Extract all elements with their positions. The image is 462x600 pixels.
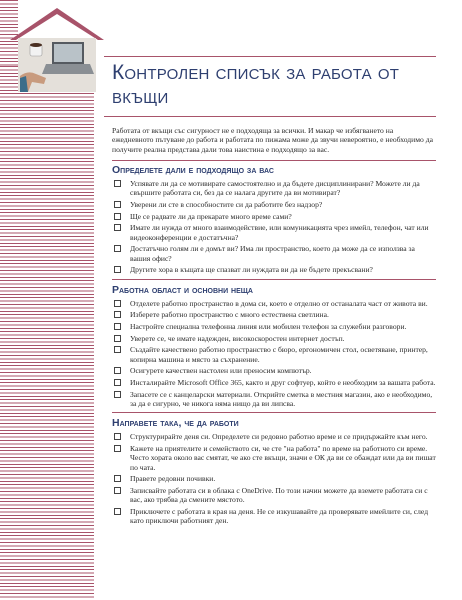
checklist-item: Правете редовни почивки.: [112, 474, 436, 483]
section-heading: Направете така, че да работи: [112, 417, 239, 430]
checkbox-icon[interactable]: [114, 379, 121, 386]
checklist-item: Кажете на приятелите и семейството си, че сте "на работа" по време на работното си време. Често хората около вас смятат, че ако сте вкъщи, значи е ОК да ви се обаждат или да ви пишат по чата.: [112, 444, 436, 472]
checklist-content: [112, 126, 436, 528]
checkbox-icon[interactable]: [114, 475, 121, 482]
section-rule: [112, 412, 436, 413]
checkbox-icon[interactable]: [114, 180, 121, 187]
checkbox-icon[interactable]: [114, 487, 121, 494]
checkbox-icon[interactable]: [114, 367, 121, 374]
checklist-item: Записвайте работата си в облака с OneDrive. По този начин можете да вземете работата си с вас, ако трябва да смените мястото.: [112, 486, 436, 505]
page-title: Контролен списък за работа от вкъщи: [112, 61, 400, 108]
checklist-item: Структурирайте деня си. Определете си редовно работно време и се придържайте към него.: [112, 432, 436, 441]
checklist-item: Другите хора в къщата ще спазват ли нуждата ви да не бъдете прекъсвани?: [112, 265, 436, 274]
checkbox-icon[interactable]: [114, 335, 121, 342]
checkbox-icon[interactable]: [114, 445, 121, 452]
checkbox-icon[interactable]: [114, 300, 121, 307]
section-heading: Определете дали е подходящо за вас: [112, 163, 274, 176]
checklist-item: Осигурете качествен настолен или преносим компютър.: [112, 366, 436, 375]
checkbox-icon[interactable]: [114, 391, 121, 398]
checklist: [112, 179, 436, 275]
checkbox-icon[interactable]: [114, 245, 121, 252]
house-photo-icon: [6, 4, 108, 94]
checklist-item: Имате ли нужда от много взаимодействие, или комуникацията чрез имейл, телефон, чат или видеоконференции е достатъчна?: [112, 223, 436, 242]
checklist-item: Настройте специална телефонна линия или мобилен телефон за служебни разговори.: [112, 322, 436, 331]
checkbox-icon[interactable]: [114, 433, 121, 440]
checklist-item: Успявате ли да се мотивирате самостоятелно и да бъдете дисциплинирани? Можете ли да свършите работата си, без да се налага другите да ви мотивират?: [112, 179, 436, 198]
checkbox-icon[interactable]: [114, 213, 121, 220]
section-rule: [112, 279, 436, 280]
checklist-item: Създайте качествено работно пространство с бюро, ергономичен стол, осветяване, принтер, копирна машина и място за съхранение.: [112, 345, 436, 364]
checkbox-icon[interactable]: [114, 266, 121, 273]
checklist-item: Уверени ли сте в способностите си да работите без надзор?: [112, 200, 436, 209]
intro-text: Работата от вкъщи със сигурност не е подходяща за всички. И макар че избягването на ежедневното пътуване до работа и работата по пижама може да звучи невероятно, е необходимо да получите реална представа дали това наистина е подходящо за вас.: [112, 126, 433, 154]
checklist-item: Запасете се с канцеларски материали. Открийте сметка в местния магазин, ако е необходимо, за да е сигурно, че никога няма нищо да ви липсва.: [112, 390, 436, 409]
section-heading: Работна област и основни неща: [112, 283, 253, 296]
checkbox-icon[interactable]: [114, 201, 121, 208]
checklist: [112, 299, 436, 409]
decorative-stripes: [0, 66, 94, 600]
checkbox-icon[interactable]: [114, 508, 121, 515]
checkbox-icon[interactable]: [114, 224, 121, 231]
checklist: [112, 432, 436, 525]
checkbox-icon[interactable]: [114, 311, 121, 318]
checkbox-icon[interactable]: [114, 346, 121, 353]
checklist-item: Инсталирайте Microsoft Office 365, както и друг софтуер, който е необходим за вашата работа.: [112, 378, 436, 387]
checklist-item: Отделете работно пространство в дома си, което е отделно от останалата част от живота ви.: [112, 299, 436, 308]
checkbox-icon[interactable]: [114, 323, 121, 330]
checklist-item: Изберете работно пространство с много естествена светлина.: [112, 310, 436, 319]
checklist-item: Достатъчно голям ли е домът ви? Има ли пространство, което да може да се използва за вашия офис?: [112, 244, 436, 263]
checklist-item: Приключете с работата в края на деня. Не се изкушавайте да проверявате имейлите си, след като приключи работният ден.: [112, 507, 436, 526]
checklist-item: Ще се радвате ли да прекарате много време сами?: [112, 212, 436, 221]
title-rule-bottom: [104, 116, 436, 117]
section-rule: [112, 160, 436, 161]
title-rule-top: [104, 56, 436, 57]
checklist-item: Уверете се, че имате надежден, високоскоростен интернет достъп.: [112, 334, 436, 343]
